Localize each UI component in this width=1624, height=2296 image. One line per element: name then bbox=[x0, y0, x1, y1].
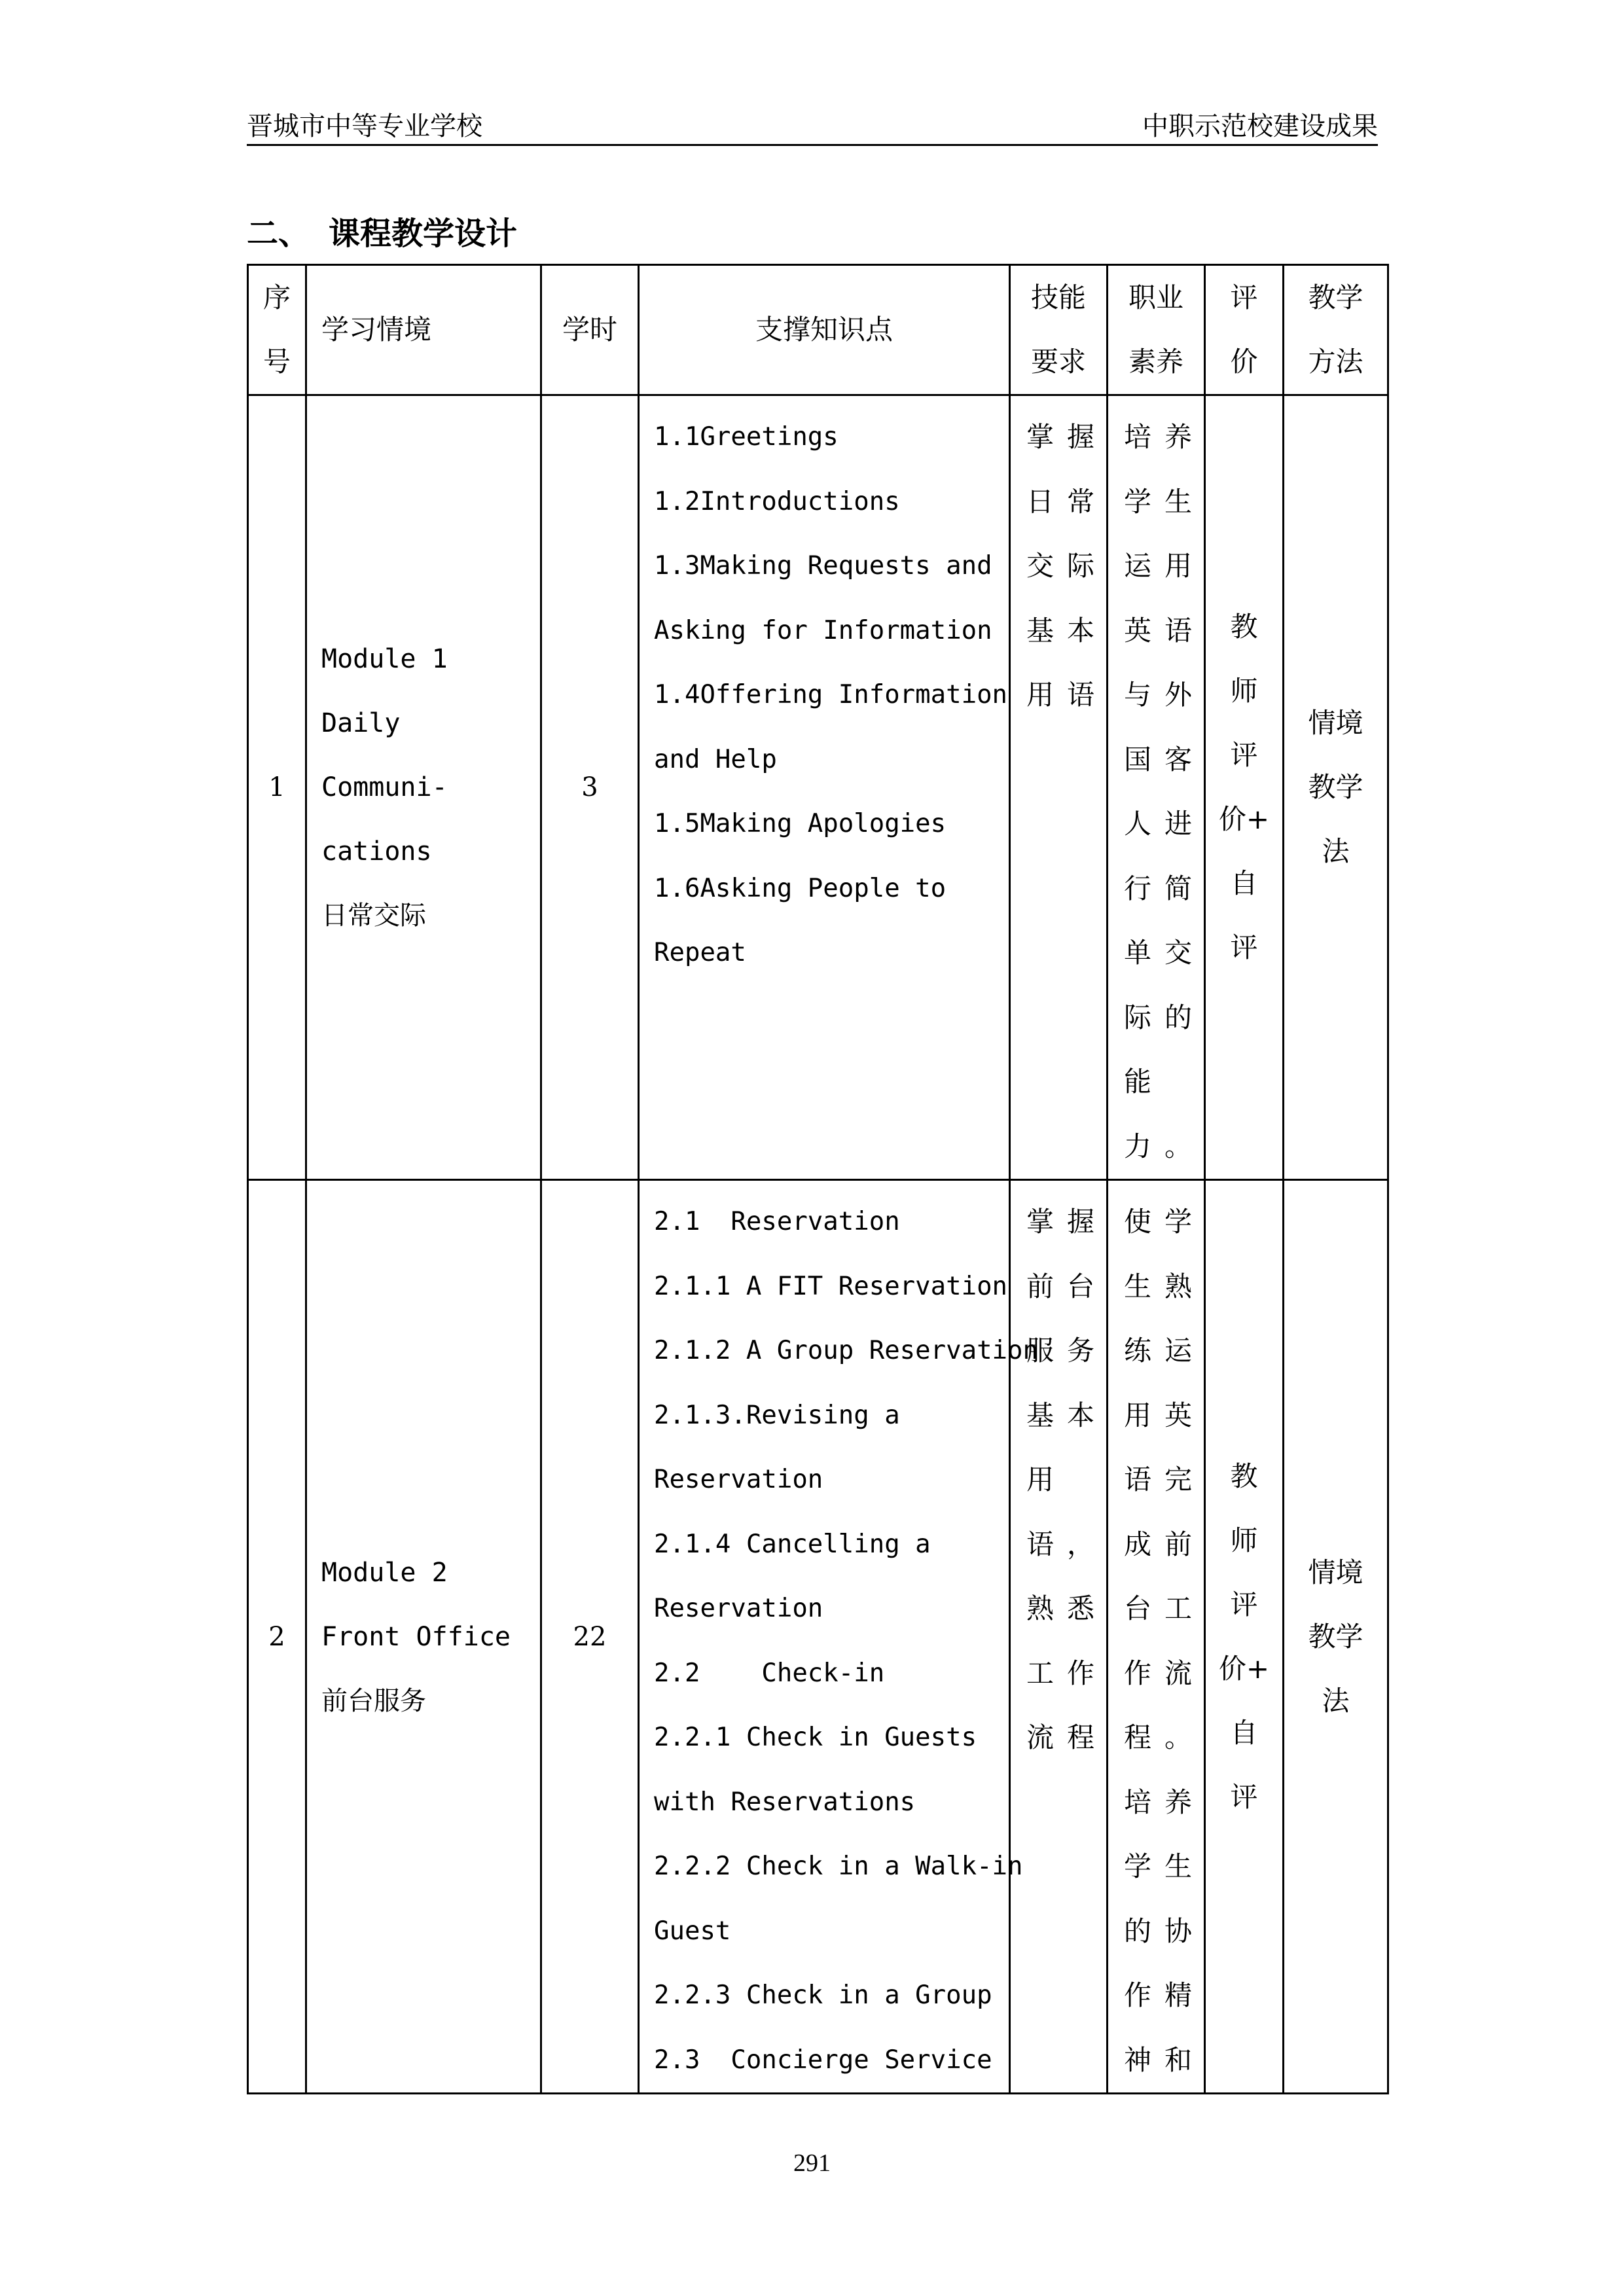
knowledge-points-cell: 1.1Greetings 1.2Introductions 1.3Making Requests and Asking for Information 1.4Offering Information and Help 1.5Making Apologies 1.6Asking People to Repeat bbox=[639, 395, 1010, 1180]
course-design-table bbox=[247, 264, 1389, 2094]
hours-cell: 22 bbox=[541, 1180, 639, 2094]
evaluation-cell: 教 师 评 价+ 自 评 bbox=[1205, 395, 1284, 1180]
row-index: 2 bbox=[248, 1180, 306, 2094]
header-index: 序 号 bbox=[248, 265, 306, 395]
method-cell: 情境 教学 法 bbox=[1284, 1180, 1388, 2094]
header-knowledge: 支撑知识点 bbox=[639, 265, 1010, 395]
page-header bbox=[247, 113, 1378, 146]
header-method: 教学 方法 bbox=[1284, 265, 1388, 395]
table-row bbox=[248, 395, 1388, 1180]
header-skills: 技能 要求 bbox=[1010, 265, 1108, 395]
page-number: 291 bbox=[793, 2149, 831, 2177]
module-cell: Module 1 Daily Communi- cations 日常交际 bbox=[306, 395, 541, 1180]
method-cell: 情境 教学 法 bbox=[1284, 395, 1388, 1180]
skills-cell: 掌握 前台 服务 基本 用 语， 熟悉 工作 流程 bbox=[1010, 1180, 1108, 2094]
module-cell: Module 2 Front Office 前台服务 bbox=[306, 1180, 541, 2094]
knowledge-points-cell: 2.1 Reservation 2.1.1 A FIT Reservation 2.1.2 A Group Reservation 2.1.3.Revising a Reservation 2.1.4 Cancelling a Reservation 2.2 Check-in 2.2.1 Check in Guests with Reservations 2.2.2 Check in a Walk-in Guest 2.2.3 Check in a Group 2.3 Concierge Service bbox=[639, 1180, 1010, 2094]
school-name: 晋城市中等专业学校 bbox=[247, 111, 482, 141]
section-title: 课程教学设计 bbox=[329, 215, 518, 252]
header-situation: 学习情境 bbox=[306, 265, 541, 395]
literacy-cell: 使学 生熟 练运 用英 语完 成前 台工 作流 程。 培养 学生 的协 作精 神和 bbox=[1108, 1180, 1205, 2094]
skills-cell: 掌握 日常 交际 基本 用语 bbox=[1010, 395, 1108, 1180]
evaluation-cell: 教 师 评 价+ 自 评 bbox=[1205, 1180, 1284, 2094]
header-hours: 学时 bbox=[541, 265, 639, 395]
hours-cell: 3 bbox=[541, 395, 639, 1180]
table-row bbox=[248, 1180, 1388, 2094]
header-evaluation: 评 价 bbox=[1205, 265, 1284, 395]
row-index: 1 bbox=[248, 395, 306, 1180]
table-header-row bbox=[248, 265, 1388, 395]
section-number: 二、 bbox=[247, 215, 310, 252]
header-literacy: 职业 素养 bbox=[1108, 265, 1205, 395]
document-title: 中职示范校建设成果 bbox=[1142, 111, 1378, 141]
literacy-cell: 培养 学生 运用 英语 与外 国客 人进 行简 单交 际的 能 力。 bbox=[1108, 395, 1205, 1180]
section-heading bbox=[247, 208, 517, 253]
